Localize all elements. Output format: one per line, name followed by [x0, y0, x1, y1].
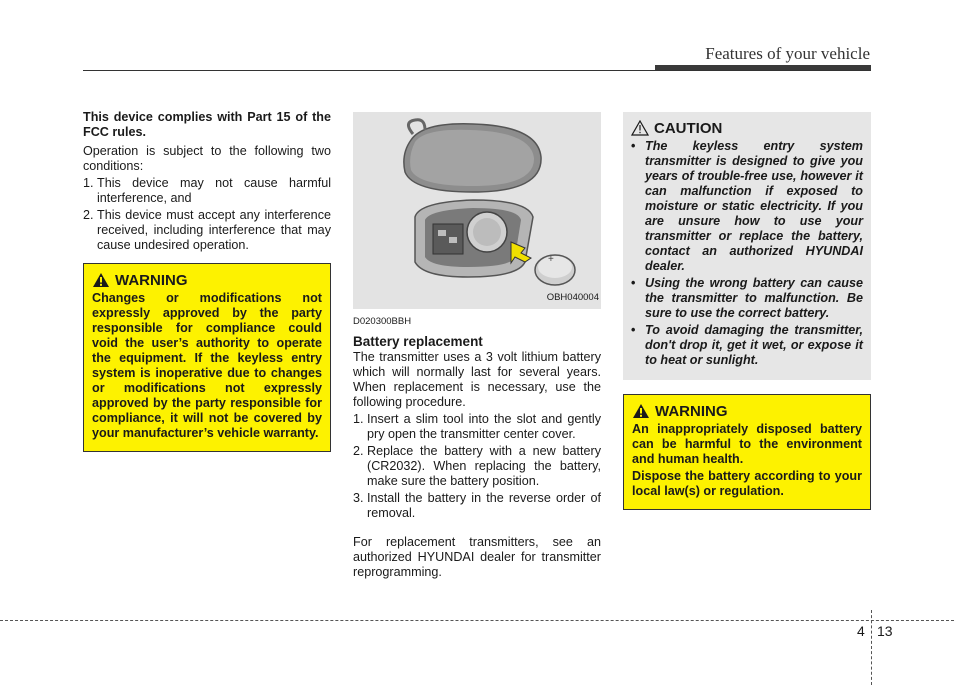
warning-title: WARNING	[92, 272, 322, 288]
caution-triangle-icon	[631, 120, 649, 136]
figure-code: OBH040004	[546, 292, 599, 303]
warning-body: Changes or modifications not expressly approved by the party responsible for compliance could void the user’s authority to operate the equipment. If the keyless entry system is inoperative due to changes or modifications not expressly approved by the party responsible for compliance, it will not be covered by your manufacturer’s vehicle warranty.	[92, 291, 322, 440]
chapter-number: 4	[857, 623, 865, 639]
page-number: 13	[877, 623, 893, 639]
column-middle	[353, 112, 601, 582]
list-item: 2. Replace the battery with a new battery (CR2032). When replacing the battery, make sure the battery position.	[353, 444, 601, 488]
column-left	[83, 110, 331, 452]
fcc-intro: Operation is subject to the following two conditions:	[83, 144, 331, 173]
fcc-heading: This device complies with Part 15 of the FCC rules.	[83, 110, 331, 139]
warning-title: WARNING	[632, 403, 862, 419]
page-header-title: Features of your vehicle	[705, 44, 870, 63]
caution-list	[631, 139, 863, 368]
list-item: 1. This device may not cause harmful interference, and	[83, 176, 331, 205]
battery-steps	[353, 412, 601, 521]
list-item: • Using the wrong battery can cause the transmitter to malfunction. Be sure to use the correct battery.	[631, 276, 863, 320]
list-item: • To avoid damaging the transmitter, don't drop it, get it wet, or expose it to heat or sunlight.	[631, 323, 863, 367]
warning-body-2: Dispose the battery according to your local law(s) or regulation.	[632, 469, 862, 498]
footer-rule	[0, 620, 954, 621]
header-rule	[83, 70, 871, 71]
list-item: 3. Install the battery in the reverse order of removal.	[353, 491, 601, 520]
section-heading-battery: Battery replacement	[353, 334, 483, 349]
battery-closing: For replacement transmitters, see an authorized HYUNDAI dealer for transmitter reprogramming.	[353, 535, 601, 579]
caution-box	[623, 112, 871, 380]
footer-divider	[871, 610, 872, 685]
key-fob-illustration	[353, 112, 601, 309]
list-item: 1. Insert a slim tool into the slot and gently pry open the transmitter center cover.	[353, 412, 601, 441]
list-item: 2. This device must accept any interference received, including interference that may cause undesired operation.	[83, 208, 331, 252]
caution-title: CAUTION	[631, 120, 863, 136]
fcc-conditions	[83, 176, 331, 253]
warning-box-fcc	[83, 263, 331, 452]
warning-triangle-icon	[92, 272, 110, 288]
svg-text:+: +	[548, 254, 554, 265]
column-right	[623, 112, 871, 510]
list-item: • The keyless entry system transmitter is designed to give you years of trouble-free use, however it can malfunction if exposed to moisture or static electricity. If you are unsure how to use your transmitter or replace the battery, contact an authorized HYUNDAI dealer.	[631, 139, 863, 273]
warning-box-battery	[623, 394, 871, 510]
reference-code: D020300BBH	[353, 316, 412, 327]
warning-triangle-icon	[632, 403, 650, 419]
battery-replacement-illustration	[353, 112, 601, 309]
warning-body-1: An inappropriately disposed battery can be harmful to the environment and human health.	[632, 422, 862, 466]
battery-intro: The transmitter uses a 3 volt lithium battery which will normally last for several years. When replacement is necessary, use the following procedure.	[353, 350, 601, 409]
